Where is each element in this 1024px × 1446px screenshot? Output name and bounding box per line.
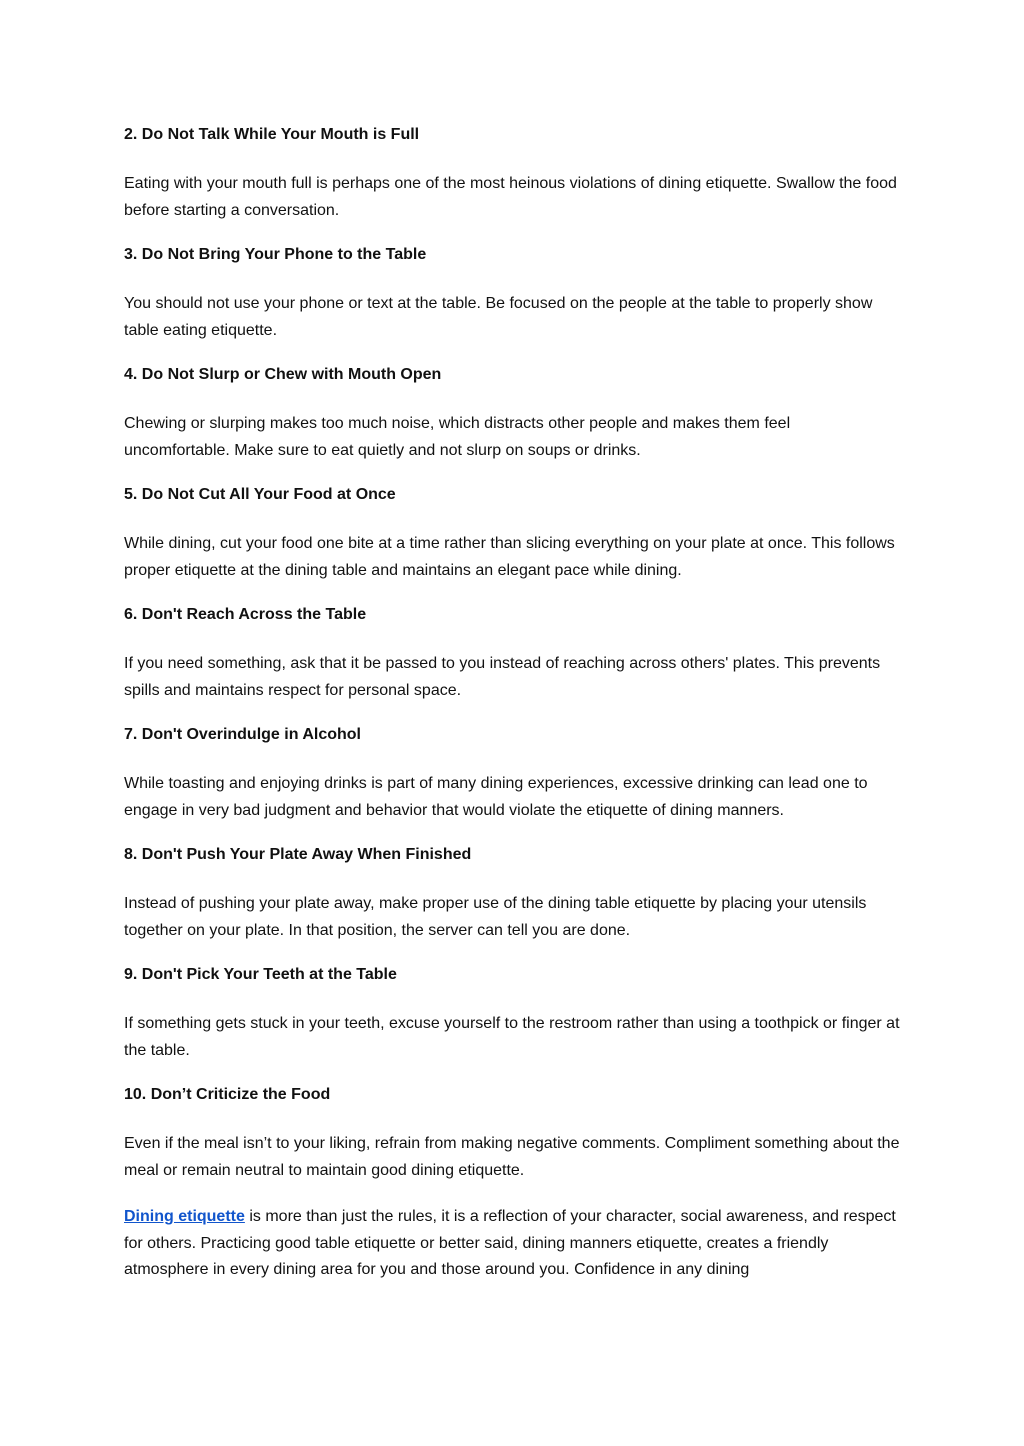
section-heading-6: 6. Don't Reach Across the Table (124, 606, 367, 623)
section-body-9: If something gets stuck in your teeth, excuse yourself to the restroom rather than using a toothpick or finger at the table. (124, 1015, 900, 1059)
section-body-4: Chewing or slurping makes too much noise, which distracts other people and makes them feel uncomfortable. Make sure to eat quietly and not slurp on soups or drinks. (124, 415, 791, 459)
section-body-5: While dining, cut your food one bite at a time rather than slicing everything on your plate at once. This follows proper etiquette at the dining table and maintains an elegant pace while dining. (124, 535, 895, 579)
section-heading-7: 7. Don't Overindulge in Alcohol (124, 726, 361, 743)
section-body-6: If you need something, ask that it be passed to you instead of reaching across others' plates. This prevents spills and maintains respect for personal space. (124, 655, 881, 699)
section-body-10: Even if the meal isn’t to your liking, refrain from making negative comments. Compliment something about the meal or remain neutral to maintain good dining etiquette. (124, 1135, 900, 1179)
section-heading-10: 10. Don’t Criticize the Food (124, 1086, 331, 1103)
closing-text: is more than just the rules, it is a reflection of your character, social awareness, and respect for others. Practicing good table etiquette or better said, dining manners etiquette, creates a friendly atmosphere in every dining area for you and those around you. Confidence in any dining (124, 1208, 896, 1278)
section-body-8: Instead of pushing your plate away, make proper use of the dining table etiquette by placing your utensils together on your plate. In that position, the server can tell you are done. (124, 895, 867, 939)
section-heading-3: 3. Do Not Bring Your Phone to the Table (124, 246, 427, 263)
section-body-7: While toasting and enjoying drinks is part of many dining experiences, excessive drinking can lead one to engage in very bad judgment and behavior that would violate the etiquette of dining manners. (124, 775, 868, 819)
section-body-2: Eating with your mouth full is perhaps one of the most heinous violations of dining etiquette. Swallow the food before starting a conversation. (124, 175, 897, 219)
closing-paragraph (124, 1204, 900, 1284)
document-page (124, 124, 900, 1304)
section-body-3: You should not use your phone or text at the table. Be focused on the people at the table to properly show table eating etiquette. (124, 295, 873, 339)
section-heading-8: 8. Don't Push Your Plate Away When Finished (124, 846, 472, 863)
section-heading-2: 2. Do Not Talk While Your Mouth is Full (124, 126, 420, 143)
section-heading-9: 9. Don't Pick Your Teeth at the Table (124, 966, 397, 983)
dining-etiquette-link[interactable]: Dining etiquette (124, 1208, 245, 1225)
section-heading-5: 5. Do Not Cut All Your Food at Once (124, 486, 396, 503)
section-heading-4: 4. Do Not Slurp or Chew with Mouth Open (124, 366, 442, 383)
